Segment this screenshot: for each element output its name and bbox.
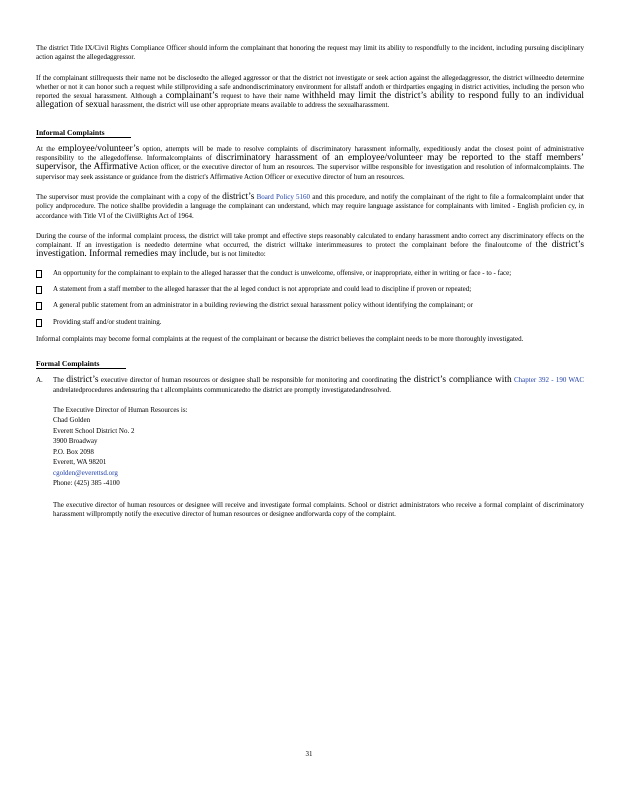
text-run: district’s [222, 191, 255, 202]
paragraph-title-ix-notice: The district Title IX/Civil Rights Compliance Officer should inform the complainant that honoring the request may limit its ability to respondfully to the incident, including pursuing disciplinary action against the allegedaggressor. [36, 44, 584, 62]
paragraph-name-withheld [36, 74, 584, 111]
text-run: the district’s compliance with [399, 375, 512, 386]
text-run: andrelatedprocedures andensuring tha t allcomplaints communicatedto the district are promptly investigatedandresolved. [53, 385, 392, 394]
text-run: withheld may limit the district’s ability to respond fully to an individual allegation of sexual [36, 91, 585, 111]
paragraph-supervisor-notice [36, 193, 584, 221]
paragraph-informal-remedies [36, 232, 584, 260]
text-run: the district’s investigation. Informal remedies may include, [36, 240, 584, 260]
bullet-box-icon [36, 270, 42, 278]
text-run: The supervisor must provide the complainant with a copy of the [36, 192, 220, 201]
contact-name: Chad Golden [53, 416, 91, 425]
text-run: district’s [66, 375, 99, 386]
list-marker: A. [36, 376, 43, 385]
text-run: and this procedure, and notify the complainant of the right to file a formalcomplaint under that policy andprocedure. The notice shallbe providedin a language the complainant can understand, which may require language assistance for complainants with limited - English proficien cy, in accordance with Title VI of the CivilRights Act of 1964. [36, 192, 585, 220]
contact-intro: The Executive Director of Human Resources is: [53, 405, 188, 414]
bullet-box-icon [36, 319, 42, 327]
bullet-box-icon [36, 286, 42, 294]
text-run: executive director of human resources or designee shall be responsible for monitoring and coordinating [100, 376, 398, 385]
text-run: option, attempts will be made to resolve complaints of discriminatory harassment informally, expeditiously andat the closest point of administrative responsibility to the allegedoffense. Informalcomplaints of [36, 144, 585, 163]
list-item [36, 285, 584, 294]
text-run: request to have their name [221, 92, 300, 101]
contact-po-box: P.O. Box 2098 [53, 447, 94, 456]
contact-city: Everett, WA 98201 [53, 458, 107, 467]
remedies-list [36, 269, 584, 327]
text-run: At the [36, 144, 55, 153]
text-run: harassment, the district will use other appropriate means available to address the sexualharassment. [111, 101, 390, 110]
wac-chapter-link[interactable]: Chapter 392 - 190 WAC [514, 376, 585, 385]
list-item-text: Providing staff and/or student training. [53, 317, 162, 326]
text-run: Action officer, or the executive director of hum an resources. The supervisor willbe responsible for investigation and resolution of informalcomplaints. The supervisor may seek assistance or guidance from the district's Affirmative Action Officer or executive director of hum an resources. [36, 163, 584, 181]
bullet-box-icon [36, 302, 42, 310]
contact-street: 3900 Broadway [53, 437, 98, 446]
text-run: The [53, 376, 64, 385]
list-item-text: A statement from a staff member to the alleged harasser that the al leged conduct is not appropriate and could lead to discipline if proven or repeated; [53, 285, 472, 294]
paragraph-compliance [53, 376, 584, 395]
paragraph-informal-options [36, 145, 584, 182]
text-run: During the course of the informal complaint process, the district will take prompt and effective steps reasonably calculated to endany harassment andto correct any discriminatory effects on the complainant. If an investigation is neededto determine what occurred, the district willtake interimmeasures to protect the complainant before the finaloutcome of [36, 231, 584, 250]
list-item [36, 301, 584, 310]
contact-organization: Everett School District No. 2 [53, 426, 135, 435]
list-item [36, 269, 584, 278]
section-heading-informal: Informal Complaints [36, 128, 131, 138]
list-item [36, 318, 584, 327]
list-item-text: An opportunity for the complainant to explain to the alleged harasser that the conduct is unwelcome, offensive, or inappropriate, either in writing or face - to - face; [53, 268, 512, 277]
text-run: complainant’s [165, 91, 219, 102]
list-item-text: A general public statement from an administrator in a building reviewing the district sexual harassment policy without identifying the complainant; or [53, 301, 473, 310]
text-run: If the complainant stillrequests their name not be disclosedto the alleged aggressor or that the district not investigate or seek action against the allegedaggressor, the district willneedto determine whether or not it can honor such a request while stillproviding a safe andnondiscriminatory environment for allstaff andoth er thirdparties engaging in district activities, including the person who reported the sexual harassment. Although a [36, 73, 584, 101]
text-run: but is not limitedto: [210, 250, 266, 259]
board-policy-link[interactable]: Board Policy 5160 [256, 192, 311, 201]
paragraph-formal-receipt: The executive director of human resources or designee will receive and investigate formal complaints. School or district administrators who receive a formal complaint of discriminatory harassment willpromptly notify the executive director of human resources or designee andforwarda copy of the complaint. [53, 500, 584, 519]
document-page [36, 44, 584, 530]
contact-email-link[interactable]: cgolden@everettsd.org [53, 468, 118, 477]
text-run: discriminatory harassment of an employee/volunteer may be reported to the staff members’ supervisor, the Affirmative [36, 153, 584, 173]
page-number: 31 [305, 750, 313, 758]
formal-item-a [36, 376, 584, 519]
contact-block [53, 405, 584, 489]
section-heading-formal: Formal Complaints [36, 359, 126, 369]
contact-phone: Phone: (425) 385 -4100 [53, 479, 120, 488]
paragraph-informal-to-formal: Informal complaints may become formal complaints at the request of the complainant or because the district believes the complaint needs to be more thoroughly investigated. [36, 334, 524, 343]
text-run: employee/volunteer’s [58, 143, 140, 154]
